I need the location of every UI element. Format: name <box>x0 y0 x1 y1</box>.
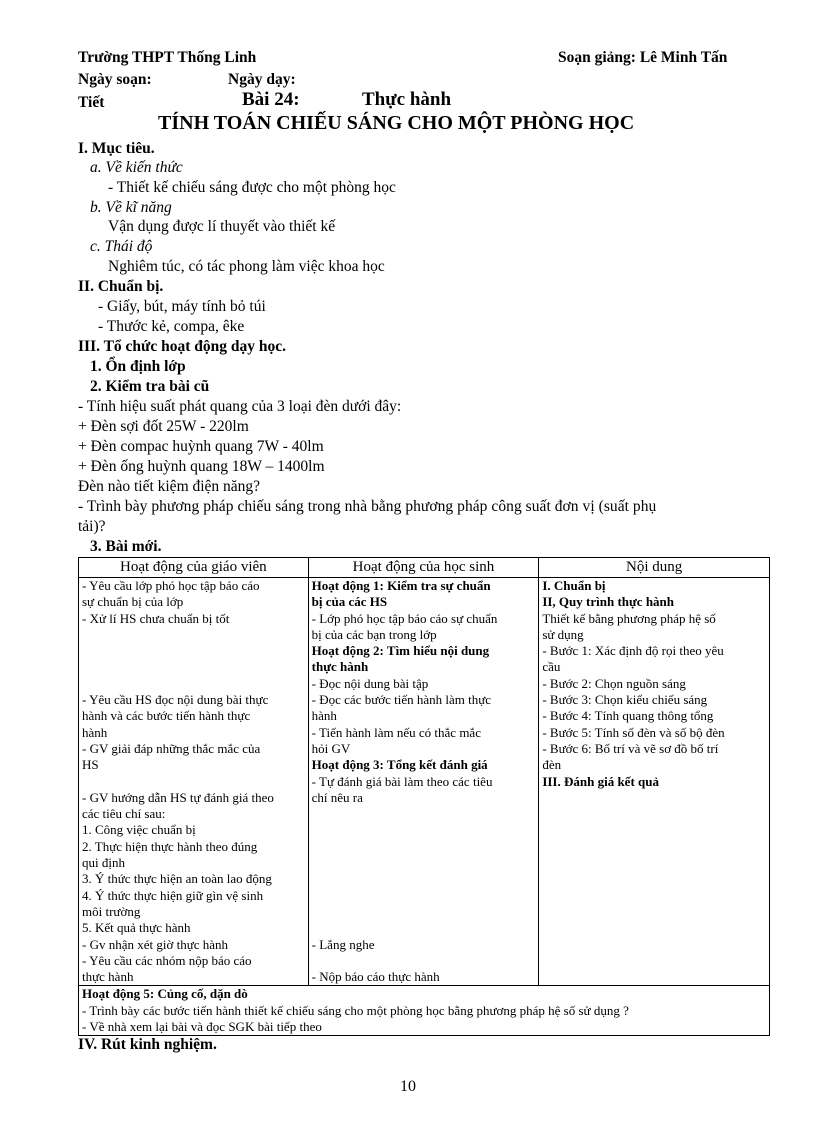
student-activity-line: hành <box>311 708 337 724</box>
table-header-row <box>79 558 770 578</box>
student-activity-line <box>312 839 536 855</box>
teacher-activity-line <box>82 659 305 675</box>
review-question-1: - Tính hiệu suất phát quang của 3 loại đèn dưới đây: <box>78 398 402 415</box>
teacher-activity-line: - Yêu cầu lớp phó học tập báo cáo <box>82 578 260 593</box>
date-prepared-label: Ngày soạn: <box>78 71 152 88</box>
teacher-activity-line: 4. Ý thức thực hiện giữ gìn vệ sinh <box>82 887 264 903</box>
student-activity-line <box>312 806 536 822</box>
student-activity-line: chí nêu ra <box>311 789 363 805</box>
student-activity-line <box>312 822 536 838</box>
objective-knowledge-text: - Thiết kế chiếu sáng được cho một phòng học <box>108 179 396 196</box>
section-objectives: I. Mục tiêu. <box>78 140 155 157</box>
objective-skill-text: Vận dụng được lí thuyết vào thiết kế <box>108 218 336 235</box>
objective-knowledge: a. Về kiến thức <box>90 159 183 176</box>
teacher-activity-line: - Yêu cầu HS đọc nội dung bài thực <box>82 692 269 708</box>
content-line: - Bước 4: Tính quang thông tổng <box>542 708 714 724</box>
review-item-d: Đèn nào tiết kiệm điện năng? <box>78 478 261 495</box>
content-line: - Bước 1: Xác định độ rọi theo yêu <box>542 643 724 659</box>
student-activity-line <box>312 855 536 871</box>
consolidation-title: Hoạt động 5: Củng cố, dặn dò <box>82 986 248 1002</box>
content-line: sử dụng <box>542 626 584 642</box>
content-line: - Bước 6: Bố trí và vẽ sơ đồ bố trí <box>542 740 719 756</box>
review-item-a: + Đèn sợi đốt 25W - 220lm <box>78 418 249 435</box>
section-activities: III. Tổ chức hoạt động dạy học. <box>78 338 286 355</box>
teacher-activity-line <box>82 643 305 659</box>
student-activity-line: Hoạt động 2: Tìm hiểu nội dung <box>311 643 490 659</box>
teacher-activity-line <box>82 676 305 692</box>
student-activity-line: bị của các HS <box>311 594 388 610</box>
teacher-name: Soạn giảng: Lê Minh Tấn <box>558 49 728 66</box>
lesson-type: Thực hành <box>362 89 452 110</box>
teacher-activity-line: 2. Thực hiện thực hành theo đúng <box>82 838 258 854</box>
student-activity-line: - Đọc nội dung bài tập <box>311 675 429 691</box>
teacher-activity-line: 3. Ý thức thực hiện an toàn lao động <box>82 871 272 887</box>
table-footer-row <box>79 986 770 1036</box>
objective-skill: b. Về kĩ năng <box>90 199 172 216</box>
student-activity-line: - Lắng nghe <box>311 936 375 952</box>
section-preparation: II. Chuẩn bị. <box>78 278 164 295</box>
teacher-activity-line: - GV giải đáp những thắc mắc của <box>82 740 261 756</box>
teacher-activity-line: môi trường <box>82 903 141 919</box>
teacher-activity-line <box>82 774 305 790</box>
student-activity-line <box>312 871 536 887</box>
content-line: I. Chuẩn bị <box>542 578 606 593</box>
preparation-item-1: - Giấy, bút, máy tính bỏ túi <box>98 298 266 315</box>
review-question-2: - Trình bày phương pháp chiếu sáng trong nhà bằng phương pháp công suất đơn vị (suất phụ <box>78 498 657 515</box>
content-line: II, Quy trình thực hành <box>542 594 675 610</box>
teacher-activity-line: 5. Kết quả thực hành <box>82 920 191 936</box>
header-content: Nội dung <box>539 558 770 578</box>
student-activity-line: - Lớp phó học tập báo cáo sự chuẩn <box>311 610 498 626</box>
objective-attitude: c. Thái độ <box>90 238 153 255</box>
teacher-activity-line: hành và các bước tiến hành thực <box>82 708 251 724</box>
student-activity-line: - Tiến hành làm nếu có thắc mắc <box>311 724 481 740</box>
teacher-activity-line: 1. Công việc chuẩn bị <box>82 822 196 838</box>
teacher-activity-line: - Xử lí HS chưa chuẩn bị tốt <box>82 610 230 626</box>
student-activity-line: - Tự đánh giá bài làm theo các tiêu <box>311 773 493 789</box>
header-teacher: Hoạt động của giáo viên <box>79 558 309 578</box>
teacher-activity-line: qui định <box>82 855 125 871</box>
lesson-title: TÍNH TOÁN CHIẾU SÁNG CHO MỘT PHÒNG HỌC <box>158 112 635 134</box>
student-activity-line: - Đọc các bước tiến hành làm thực <box>311 692 492 708</box>
date-taught-label: Ngày dạy: <box>228 71 296 88</box>
content-line: cầu <box>542 659 561 675</box>
content-line: đèn <box>542 757 562 773</box>
teacher-activity-cell <box>79 578 309 986</box>
section-reflection: IV. Rút kinh nghiệm. <box>78 1036 217 1053</box>
content-line: - Bước 5: Tính số đèn và số bộ đèn <box>542 724 725 740</box>
content-line: - Bước 3: Chọn kiểu chiếu sáng <box>542 692 708 708</box>
lesson-number: Bài 24: <box>242 89 300 110</box>
content-cell <box>539 578 770 986</box>
student-activity-line: - Nộp báo cáo thực hành <box>311 969 440 985</box>
consolidation-item-2: - Về nhà xem lại bài và đọc SGK bài tiếp theo <box>82 1019 322 1035</box>
student-activity-line <box>312 904 536 920</box>
teacher-activity-line: các tiêu chí sau: <box>82 806 166 822</box>
review-item-b: + Đèn compac huỳnh quang 7W - 40lm <box>78 438 324 455</box>
teacher-activity-line <box>82 627 305 643</box>
content-line: - Bước 2: Chọn nguồn sáng <box>542 675 686 691</box>
teacher-activity-line: - Gv nhận xét giờ thực hành <box>82 936 229 952</box>
activities-table <box>78 557 770 1036</box>
teacher-activity-line: - Yêu cầu các nhóm nộp báo cáo <box>82 952 252 968</box>
content-line: Thiết kế bằng phương pháp hệ số <box>542 610 716 626</box>
school-name: Trường THPT Thống Linh <box>78 49 257 66</box>
teacher-activity-line: HS <box>82 757 99 773</box>
activity-new-lesson: 3. Bài mới. <box>90 538 162 555</box>
student-activity-line <box>312 953 536 969</box>
teacher-activity-line: - GV hướng dẫn HS tự đánh giá theo <box>82 789 274 805</box>
activity-stabilize: 1. Ổn định lớp <box>90 358 186 375</box>
student-activity-line: Hoạt động 1: Kiểm tra sự chuẩn <box>311 578 491 593</box>
consolidation-cell <box>79 986 770 1036</box>
review-item-c: + Đèn ống huỳnh quang 18W – 1400lm <box>78 458 325 475</box>
student-activity-line: thực hành <box>311 659 369 675</box>
preparation-item-2: - Thước kẻ, compa, êke <box>98 318 245 335</box>
header-student: Hoạt động của học sinh <box>308 558 539 578</box>
review-question-2-cont: tải)? <box>78 518 106 535</box>
teacher-activity-line: sự chuẩn bị của lớp <box>82 594 184 610</box>
content-line: III. Đánh giá kết quả <box>542 773 659 789</box>
period-label: Tiết <box>78 94 105 111</box>
student-activity-line <box>312 920 536 936</box>
student-activity-line <box>312 888 536 904</box>
objective-attitude-text: Nghiêm túc, có tác phong làm việc khoa học <box>108 258 385 275</box>
student-activity-line: hỏi GV <box>311 740 351 756</box>
student-activity-line: Hoạt động 3: Tổng kết đánh giá <box>311 757 488 773</box>
page-number: 10 <box>400 1078 416 1095</box>
student-activity-cell <box>308 578 539 986</box>
teacher-activity-line: thực hành <box>82 969 134 985</box>
consolidation-item-1: - Trình bày các bước tiến hành thiết kế chiếu sáng cho một phòng học bằng phương pháp hệ số sử dụng ? <box>82 1002 629 1018</box>
table-row <box>79 578 770 986</box>
teacher-activity-line: hành <box>82 724 108 740</box>
activity-review: 2. Kiểm tra bài cũ <box>90 378 210 395</box>
student-activity-line: bị của các bạn trong lớp <box>311 626 437 642</box>
